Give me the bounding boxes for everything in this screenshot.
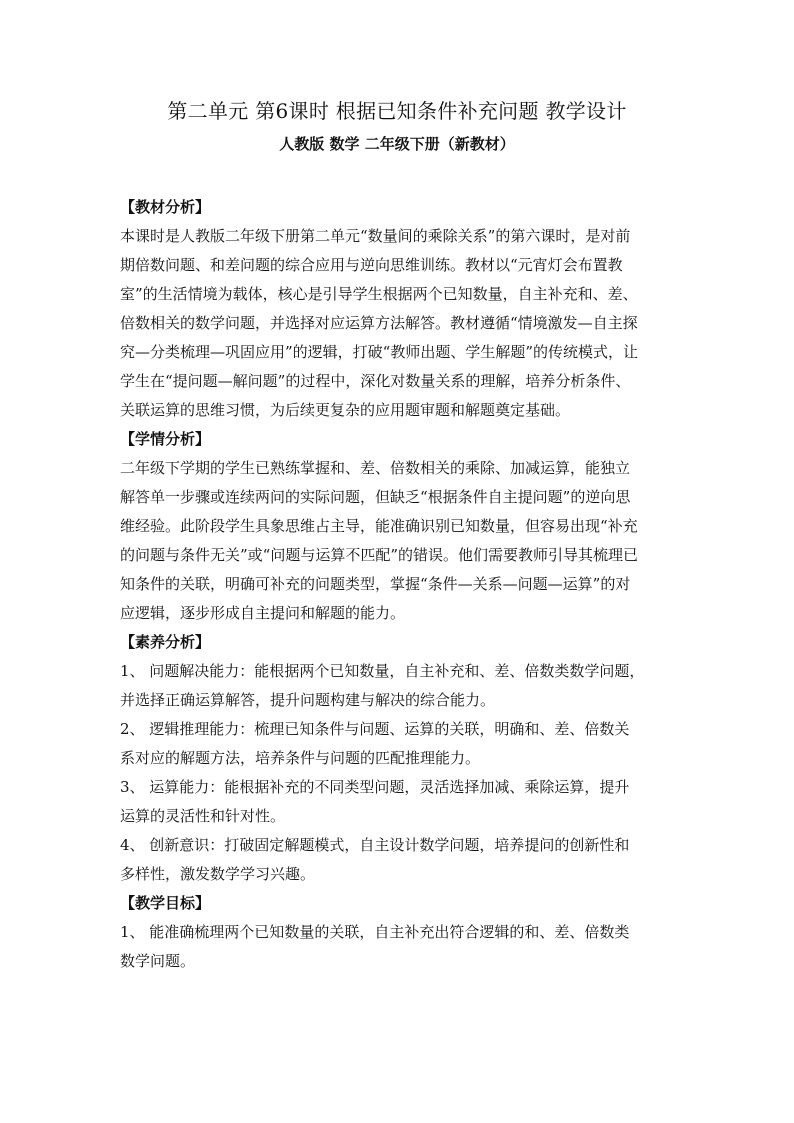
document-title: 第二单元 第6课时 根据已知条件补充问题 教学设计: [167, 99, 627, 123]
section-heading: 【教材分析】: [120, 198, 211, 216]
paragraph-line: 系对应的解题方法，培养条件与问题的匹配推理能力。: [120, 749, 481, 767]
paragraph-line: 维经验。此阶段学生具象思维占主导，能准确识别已知数量，但容易出现“补充: [120, 517, 638, 535]
paragraph-line: 1、 能准确梳理两个已知数量的关联，自主补充出符合逻辑的和、差、倍数类: [120, 923, 630, 941]
document-subtitle: 人教版 数学 二年级下册（新教材）: [279, 135, 515, 153]
section-heading: 【素养分析】: [120, 633, 211, 651]
paragraph-line: 数学问题。: [120, 952, 196, 970]
paragraph-line: 4、 创新意识：打破固定解题模式，自主设计数学问题，培养提问的创新性和: [120, 836, 630, 854]
paragraph-line: 的问题与条件无关”或“问题与运算不匹配”的错误。他们需要教师引导其梳理已: [120, 546, 639, 564]
paragraph-line: 多样性，激发数学学习兴趣。: [120, 865, 316, 883]
paragraph-line: 1、 问题解决能力：能根据两个已知数量，自主补充和、差、倍数类数学问题，: [120, 662, 645, 680]
section-heading: 【学情分析】: [120, 430, 211, 448]
paragraph-line: 学生在“提问题—解问题”的过程中，深化对数量关系的理解，培养分析条件、: [120, 372, 631, 390]
document-body: [120, 193, 690, 976]
paragraph-line: 3、 运算能力：能根据补充的不同类型问题，灵活选择加减、乘除运算，提升: [120, 778, 630, 796]
paragraph-line: 应逻辑，逐步形成自主提问和解题的能力。: [120, 604, 406, 622]
paragraph-line: 运算的灵活性和针对性。: [120, 807, 286, 825]
paragraph-line: 2、 逻辑推理能力：梳理已知条件与问题、运算的关联，明确和、差、倍数关: [120, 720, 630, 738]
section-heading: 【教学目标】: [120, 894, 211, 912]
paragraph-line: 二年级下学期的学生已熟练掌握和、差、倍数相关的乘除、加减运算，能独立: [120, 459, 631, 477]
paragraph-line: 解答单一步骤或连续两问的实际问题，但缺乏“根据条件自主提问题”的逆向思: [120, 488, 631, 506]
paragraph-line: 知条件的关联，明确可补充的问题类型，掌握“条件—关系—问题—运算”的对: [120, 575, 631, 593]
paragraph-line: 倍数相关的数学问题，并选择对应运算方法解答。教材遵循“情境激发—自主探: [120, 314, 638, 332]
paragraph-line: 本课时是人教版二年级下册第二单元“数量间的乘除关系”的第六课时，是对前: [120, 227, 631, 245]
paragraph-line: 究—分类梳理—巩固应用”的逻辑，打破“教师出题、学生解题”的传统模式，让: [120, 343, 639, 361]
paragraph-line: 期倍数问题、和差问题的综合应用与逆向思维训练。教材以“元宵灯会布置教: [120, 256, 623, 274]
paragraph-line: 室”的生活情境为载体，核心是引导学生根据两个已知数量，自主补充和、差、: [120, 285, 638, 303]
paragraph-line: 并选择正确运算解答，提升问题构建与解决的综合能力。: [120, 691, 496, 709]
paragraph-line: 关联运算的思维习惯，为后续更复杂的应用题审题和解题奠定基础。: [120, 401, 571, 419]
